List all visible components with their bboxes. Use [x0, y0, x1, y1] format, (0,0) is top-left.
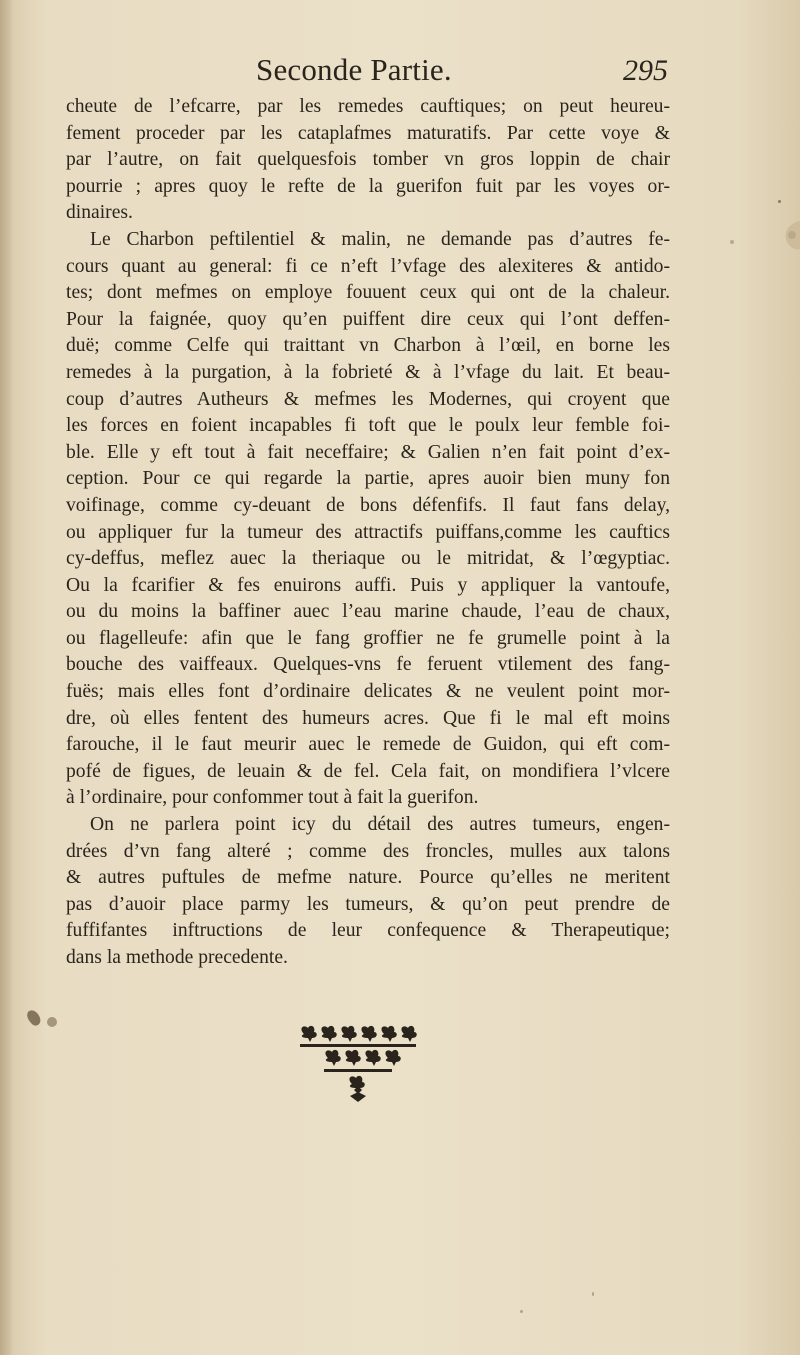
paper-speck: [730, 240, 734, 244]
text-line: dans la methode precedente.: [66, 947, 288, 968]
paper-speck: [520, 1310, 523, 1313]
running-head: [68, 52, 668, 96]
page-number: 295: [623, 54, 668, 87]
paragraph-start: Le Charbon peftilentiel & malin, ne demande pas d’autres fe-: [90, 228, 670, 250]
text-line: pas d’auoir place parmy les tumeurs, & qu’on peut prendre de: [66, 893, 670, 915]
text-line: & autres puftules de mefme nature. Pource qu’elles ne meritent: [66, 867, 670, 889]
text-line: remedes à la purgation, à la fobrieté & à l’vfage du lait. Et beau-: [66, 361, 670, 383]
text-line: cheute de l’efcarre, par les remedes cauftiques; on peut heureu-: [66, 96, 670, 117]
text-line: dre, où elles fentent des humeurs acres. Que fi le mal eft moins: [66, 707, 670, 729]
text-line: ou du moins la baffiner auec l’eau marine chaude, l’eau de chaux,: [66, 601, 670, 623]
text-line: les forces en foient incapables fi toft que le poulx leur femble foi-: [66, 415, 670, 437]
paper-foxing-stain: [766, 215, 800, 255]
text-line: bouche des vaiffeaux. Quelques-vns fe feruent vtilement des fang-: [66, 654, 670, 676]
ink-blot-mark: [26, 1008, 62, 1030]
text-line: fuffifantes inftructions de leur confequence & Therapeutique;: [66, 920, 670, 942]
text-line: Ou la fcarifier & fes enuirons auffi. Puis y appliquer la vantoufe,: [66, 574, 670, 596]
running-title: Seconde Partie.: [256, 52, 452, 87]
text-line: cy-deffus, meflez auec la theriaque ou le mitridat, & l’œgyptiac.: [66, 548, 670, 570]
text-line: coup d’autres Autheurs & mefmes les Modernes, qui croyent que: [66, 388, 670, 410]
text-line: par l’autre, on fait quelquesfois tomber vn gros loppin de chair: [66, 149, 670, 171]
text-line: pourrie ; apres quoy le refte de la guerifon fuit par les voyes or-: [66, 175, 670, 197]
paragraph-start: On ne parlera point icy du détail des autres tumeurs, engen-: [90, 814, 670, 836]
text-line: fement proceder par les cataplafmes maturatifs. Par cette voye &: [66, 122, 670, 144]
text-line: ble. Elle y eft tout à fait neceffaire; & Galien n’en fait point d’ex-: [66, 441, 670, 463]
text-line: ou appliquer fur la tumeur des attractifs puiffans,comme les cauftics: [66, 521, 670, 543]
text-line: ou flagelleufe: afin que le fang groffier ne fe grumelle point à la: [66, 627, 670, 649]
text-line: Pour la faignée, quoy qu’en puiffent dire ceux qui l’ont deffen-: [66, 308, 670, 330]
text-line: duë; comme Celfe qui traittant vn Charbon à l’œil, en borne les: [66, 335, 670, 357]
printers-fleuron-icon: [296, 1022, 420, 1104]
text-line: cours quant au general: fi ce n’eft l’vfage des alexiteres & antido-: [66, 255, 670, 277]
paper-speck: [778, 200, 781, 203]
text-line: dinaires.: [66, 202, 133, 224]
text-line: farouche, il le faut meurir auec le remede de Guidon, qui eft com-: [66, 734, 670, 756]
text-line: drées d’vn fang alteré ; comme des froncles, mulles aux talons: [66, 840, 670, 862]
paper-speck: [592, 1292, 594, 1296]
text-line: tes; dont mefmes on employe fouuent ceux qui ont de la chaleur.: [66, 282, 670, 304]
text-line: fuës; mais elles font d’ordinaire delicates & ne veulent point mor-: [66, 681, 670, 703]
text-line: ception. Pour ce qui regarde la partie, apres auoir bien muny fon: [66, 468, 670, 490]
text-line: pofé de figues, de leuain & de fel. Cela fait, on mondifiera l’vlcere: [66, 760, 670, 782]
text-line: à l’ordinaire, pour confommer tout à fait la guerifon.: [66, 787, 479, 809]
page-gutter-shadow: [0, 0, 14, 1355]
body-text: [66, 94, 670, 972]
text-line: voifinage, comme cy-deuant de bons défenfifs. Il faut fans delay,: [66, 494, 670, 516]
